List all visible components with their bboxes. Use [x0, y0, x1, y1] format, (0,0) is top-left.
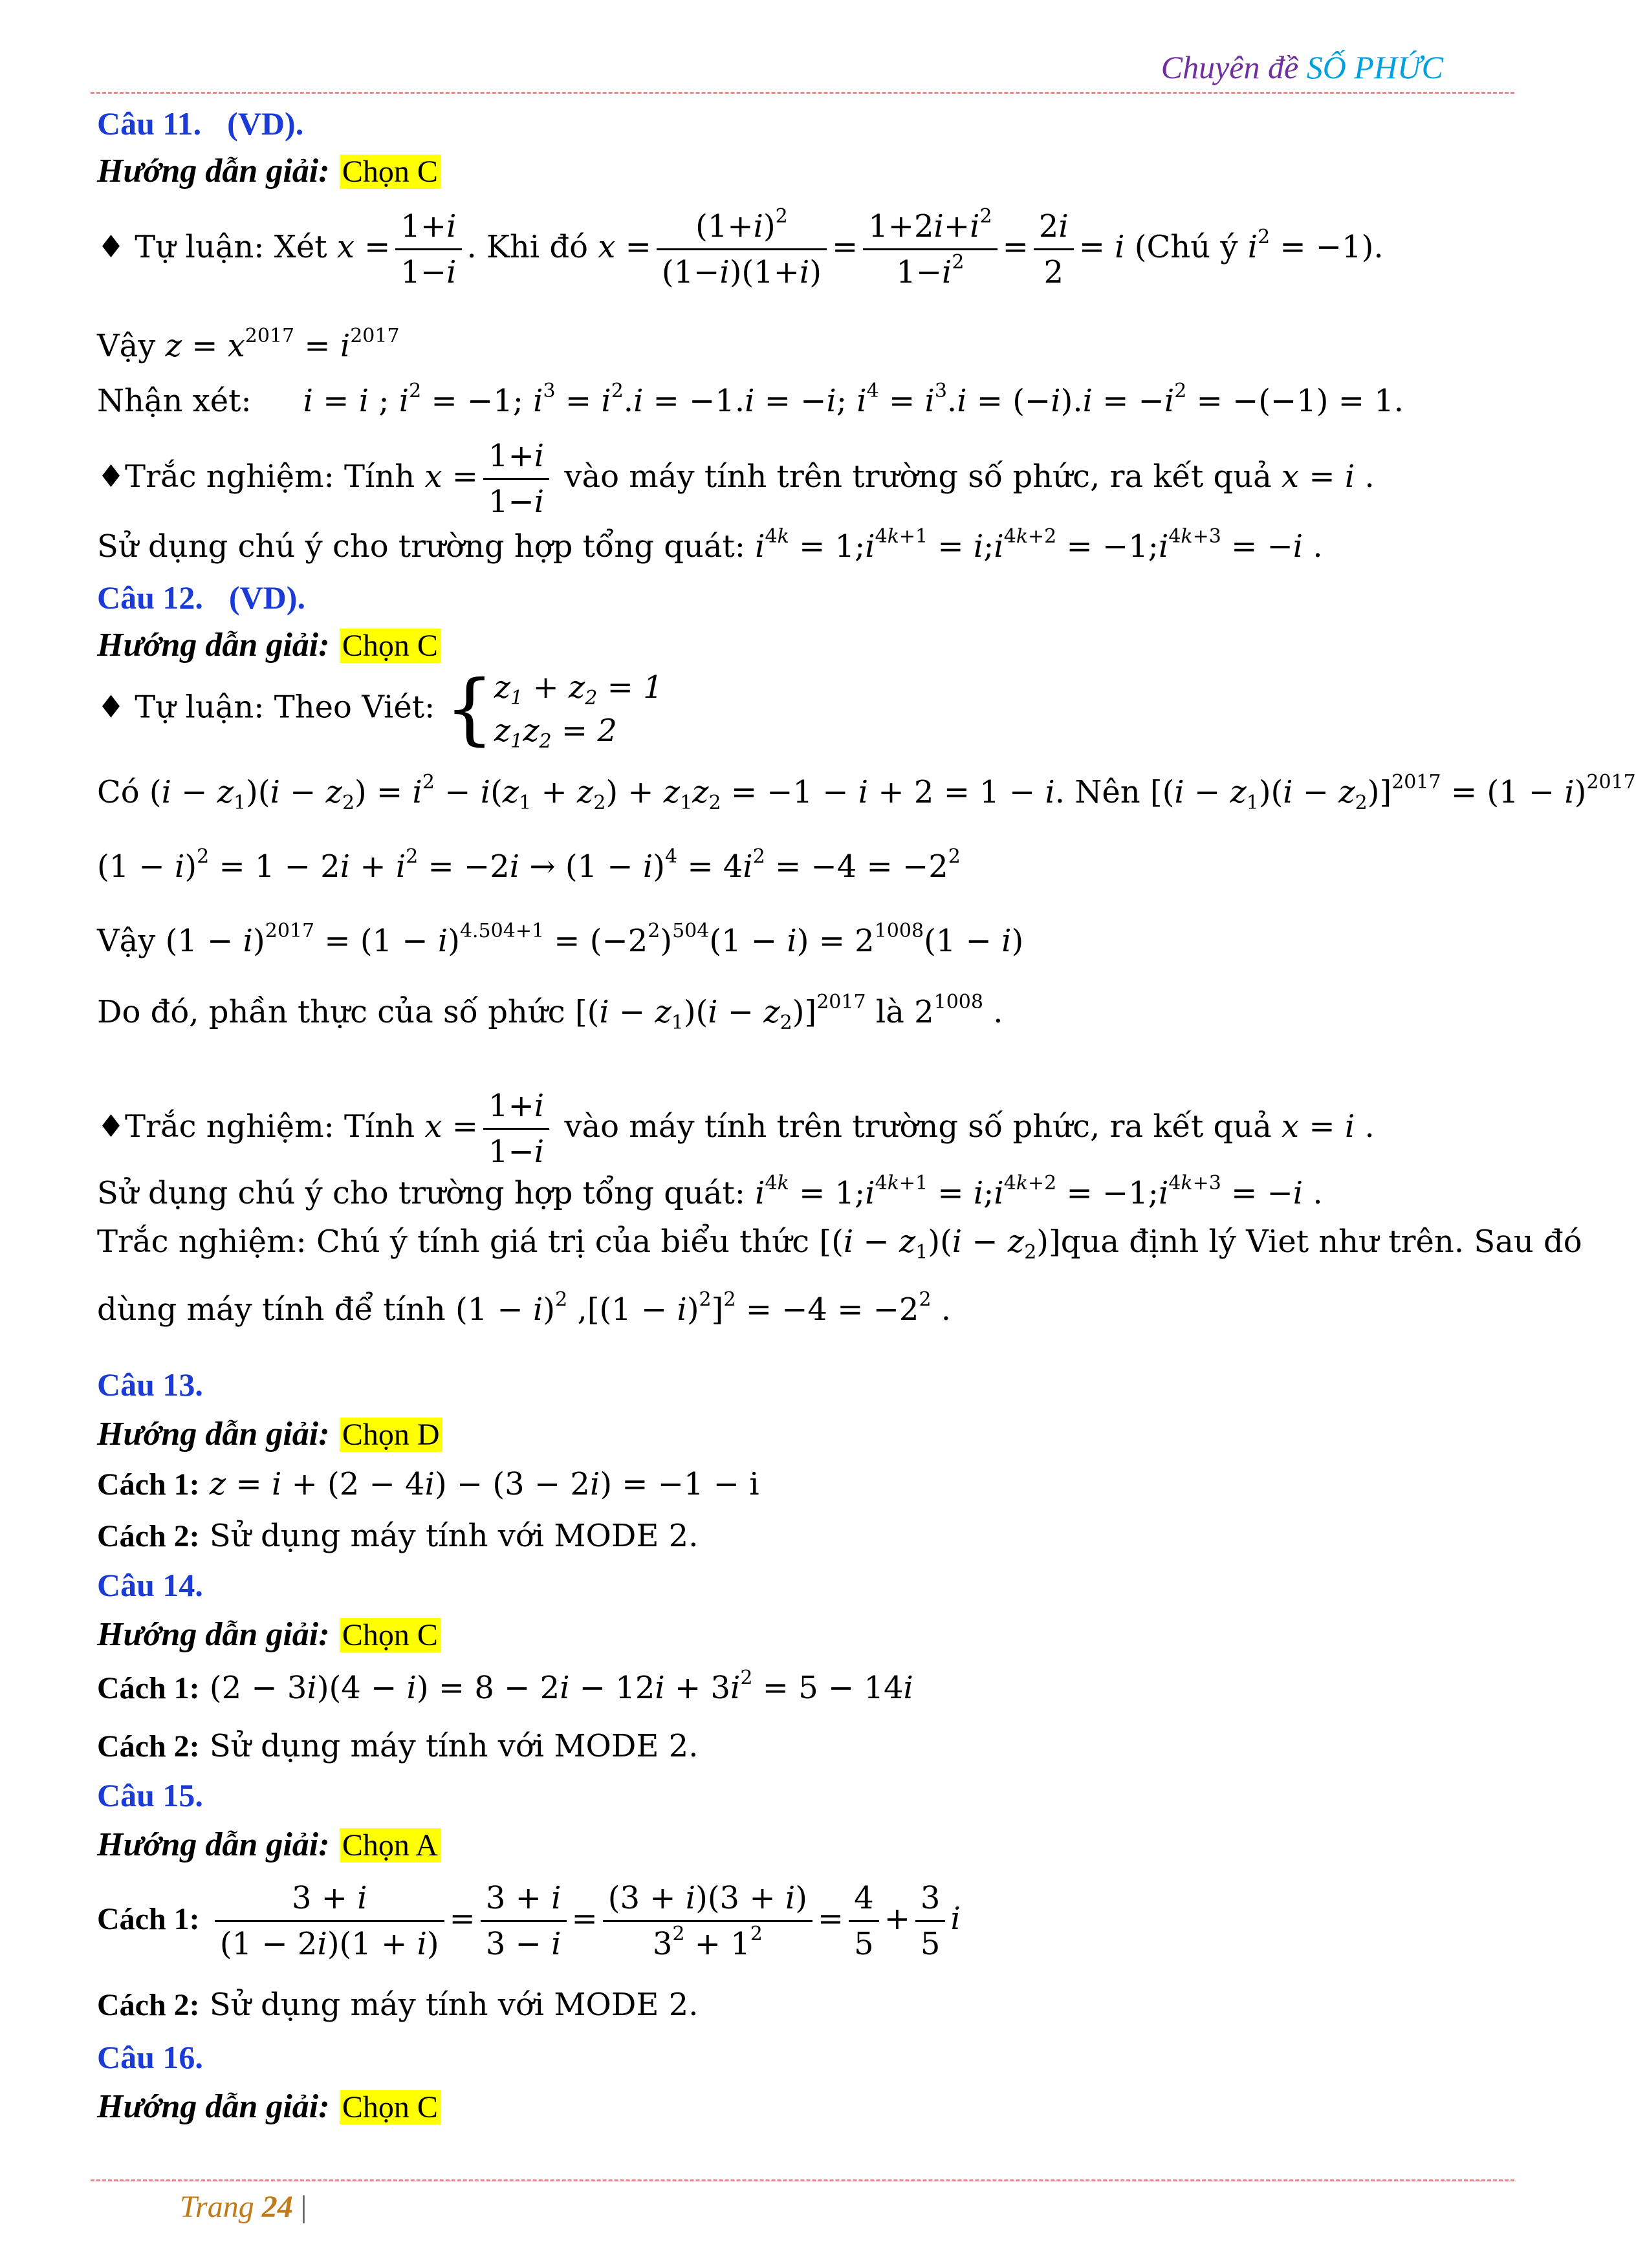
answer-badge: Chọn A	[340, 1828, 441, 1863]
answer-badge: Chọn C	[340, 629, 441, 663]
answer-badge: Chọn C	[340, 2090, 441, 2124]
answer-badge: Chọn C	[340, 1618, 441, 1652]
question-13-guide: Hướng dẫn giải: Chọn D	[97, 1413, 442, 1455]
question-14-title: Câu 14.	[97, 1567, 203, 1603]
q11-line-remark: Nhận xét: i = i ; $i^2 = -1$; $i^3 = i^2.i = -1.i = -i$; $i^4 = i^3.i = (-i).i = -i^2 = -(-1) = 1$.	[97, 380, 1404, 419]
q14-method-1: Cách 1: $(2 - 3i)(4 - i) = 8 - 2i - 12i + 3i^2 = 5 - 14i$	[97, 1667, 913, 1706]
q11-line-therefore: Vậy $z = x^{2017} = i^{2017}$	[97, 325, 400, 364]
q12-line-general: Sử dụng chú ý cho trường hợp tổng quát: $i^{4k}$ = $1;i^{4k+1}$ = $i;i^{4k+2}$ = $-1;i^{4k+3} = -i$ .	[97, 1172, 1323, 1211]
q12-line-note: Trắc nghiệm: Chú ý tính giá trị của biểu thức $[(i - z_1)(i - z_2)]qua$ định lý Viet như trên. Sau đó	[97, 1224, 1582, 1264]
q13-method-1: Cách 1: z = i + (2 − 4i) − (3 − 2i) = −1 − i	[97, 1466, 759, 1502]
header-topic: SỐ PHỨC	[1306, 49, 1443, 85]
q12-line-quiz: ♦Trắc nghiệm: Tính x = $\frac{1+i}{1-i}$ vào máy tính trên trường số phức, ra kết quả x = i .	[97, 1088, 1375, 1170]
question-12-title: Câu 12. (VD).	[97, 579, 305, 616]
question-11-guide: Hướng dẫn giải: Chọn C	[97, 150, 441, 192]
question-12-guide: Hướng dẫn giải: Chọn C	[97, 624, 441, 666]
footer-rule	[91, 2179, 1514, 2181]
q12-line-product: Có $(i - z_1)(i - z_2) = i^2 - i(z_1 + z_2) + z_1z_2 = -1 - i + 2 = 1 - i$. Nên $[(i - z_1)(i - z_2)]^{2017} = (1 - i)^{2017}$	[97, 771, 1636, 814]
q11-line-general: Sử dụng chú ý cho trường hợp tổng quát: $i^{4k}$ = $1;i^{4k+1}$ = $i;i^{4k+2}$ = $-1;i^{4k+3} = -i$ .	[97, 525, 1323, 565]
q12-line-real-part: Do đó, phần thực của số phức $[(i - z_1)(i - z_2)]^{2017}$ là $2^{1008}$ .	[97, 991, 1003, 1034]
page-footer: Trang 24 |	[180, 2190, 307, 2224]
question-15-guide: Hướng dẫn giải: Chọn A	[97, 1824, 441, 1866]
question-11-title: Câu 11. (VD).	[97, 105, 304, 142]
answer-badge: Chọn C	[340, 155, 441, 189]
question-14-guide: Hướng dẫn giải: Chọn C	[97, 1614, 441, 1656]
q12-line-square: $(1 - i)^2 = 1 - 2i + i^2 = -2i \to (1 - i)^4 = 4i^2 = -4 = -2^2$	[97, 845, 961, 885]
q14-method-2: Cách 2: Sử dụng máy tính với MODE 2.	[97, 1728, 699, 1764]
q11-line-essay: ♦ Tự luận: Xét x = $\frac{1+i}{1-i}$ . Khi đó x = $\frac{(1+i)^2}{(1-i)(1+i)}$ = $\frac{1+2i+i^2}{1-i^2}$ = $\frac{2i}{2}$ = i (Chú ý $i^2 = -1$).	[97, 205, 1384, 290]
question-15-title: Câu 15.	[97, 1777, 203, 1813]
page-number: 24	[261, 2190, 293, 2224]
q11-line-quiz: ♦Trắc nghiệm: Tính x = $\frac{1+i}{1-i}$ vào máy tính trên trường số phức, ra kết quả x = i .	[97, 438, 1375, 520]
q12-line-calc: dùng máy tính để tính $(1 - i)^2$ $,[(1 - i)^2]^2 = -4 = -2^2$ .	[97, 1288, 952, 1328]
q13-method-2: Cách 2: Sử dụng máy tính với MODE 2.	[97, 1518, 699, 1554]
q15-method-2: Cách 2: Sử dụng máy tính với MODE 2.	[97, 1987, 699, 2023]
header-title: Chuyên đề SỐ PHỨC	[1161, 49, 1443, 85]
q12-line-therefore: Vậy $(1 - i)^{2017} = (1 - i)^{4.504+1} = (-2^2)^{504}(1 - i) = 2^{1008}(1 - i)$	[97, 920, 1024, 959]
question-13-title: Câu 13.	[97, 1366, 203, 1403]
question-16-title: Câu 16.	[97, 2039, 203, 2075]
header-rule	[91, 92, 1514, 94]
q12-line-viet: ♦ Tự luận: Theo Viét: { $z_1 + z_2 = 1$ $z_1z_2 = 2$	[97, 664, 663, 755]
answer-badge: Chọn D	[340, 1418, 442, 1452]
question-16-guide: Hướng dẫn giải: Chọn C	[97, 2086, 441, 2128]
q15-method-1: Cách 1: $\frac{3 + i}{(1 - 2i)(1 + i)}$ = $\frac{3 + i}{3 - i}$ = $\frac{(3 + i)(3 + i)}{3^2 + 1^2}$ = $\frac{4}{5}$ + $\frac{3}{5}$ i	[97, 1880, 961, 1962]
